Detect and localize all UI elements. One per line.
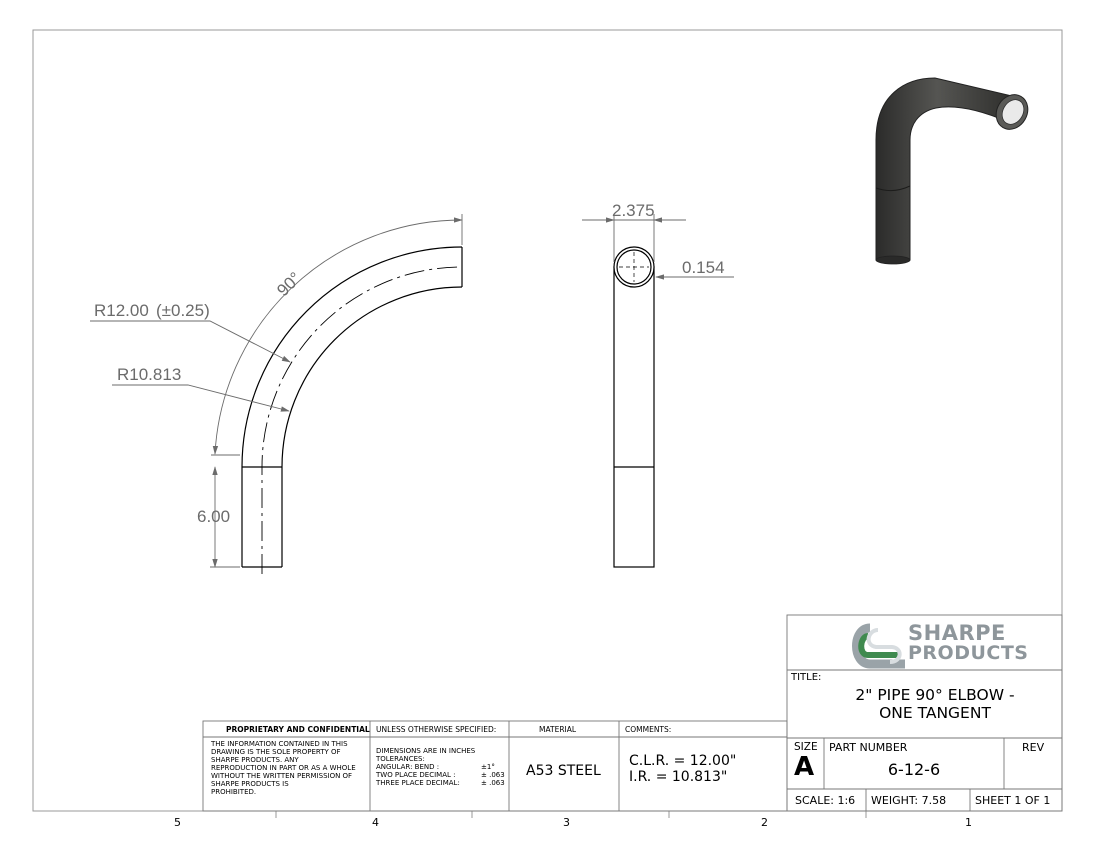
tolerance-row [376,771,508,779]
part-number-value: 6-12-6 [887,760,941,779]
proprietary-line: DRAWING IS THE SOLE PROPERTY OF [211,748,341,756]
front-view-elbow [242,247,462,574]
sheet-value: SHEET 1 OF 1 [975,794,1051,807]
proprietary-line: SHARPE PRODUCTS. ANY [211,756,299,764]
tolerance-row [376,755,508,763]
side-view [614,247,654,567]
isometric-pipe-render [876,78,1034,264]
comment-line: I.R. = 10.813" [629,769,728,785]
tolerance-label: THREE PLACE DECIMAL: [376,779,460,787]
front-view-dimensions [90,214,462,567]
unless-heading: UNLESS OTHERWISE SPECIFIED: [376,725,497,734]
drawing-title [808,686,1062,722]
proprietary-line: WITHOUT THE WRITTEN PERMISSION OF [211,772,353,780]
title-line: ONE TANGENT [879,704,991,722]
proprietary-line: THE INFORMATION CONTAINED IN THIS [211,740,348,748]
scale-value: SCALE: 1:6 [795,794,856,807]
proprietary-line: PROHIBITED. [211,788,257,796]
tolerance-value: ± .063 [481,771,505,779]
comments-text [629,753,736,785]
zone-ticks [276,811,866,818]
tolerance-row [376,747,508,755]
title-line: 2" PIPE 90° ELBOW - [855,686,1015,704]
rev-label: REV [1022,741,1045,754]
material-heading: MATERIAL [539,725,577,734]
tolerance-label: TWO PLACE DECIMAL : [376,771,456,779]
proprietary-line: REPRODUCTION IN PART OR AS A WHOLE [211,764,356,772]
wall-text: 0.154 [682,258,725,277]
proprietary-line: SHARPE PRODUCTS IS [211,780,289,788]
zone-label-1: 1 [965,816,972,829]
inner-wall-line [282,287,462,567]
zone-label-2: 2 [761,816,768,829]
part-number-label: PART NUMBER [829,741,908,754]
tolerance-value: ±1° [481,763,495,771]
proprietary-text [211,740,356,796]
weight-value: WEIGHT: 7.58 [871,794,947,807]
radius-outer-tolerance: (±0.25) [156,301,210,320]
radius-outer-leader [90,321,290,362]
comments-heading: COMMENTS: [625,725,672,734]
tolerance-label: TOLERANCES: [376,755,425,763]
tangent-dimension-text: 6.00 [197,507,231,526]
tolerance-row [376,763,508,771]
tolerance-label: ANGULAR: BEND : [376,763,440,771]
company-logo-text [908,623,1029,663]
radius-inner-text: R10.813 [117,365,182,384]
zone-label-4: 4 [372,816,379,829]
size-label: SIZE [794,741,818,753]
sharpe-logo-mark [857,628,906,664]
title-label: TITLE: [791,672,822,683]
tolerance-row [376,779,508,787]
centerline [262,267,462,574]
zone-label-5: 5 [174,816,181,829]
angle-dimension-arc [215,220,462,454]
size-value: A [794,752,815,782]
angle-dimension-text: 90° [273,268,305,301]
tolerance-value: ± .063 [481,779,505,787]
material-value: A53 STEEL [526,763,601,779]
logo-line: SHARPE [908,621,1006,645]
radius-inner-leader [112,385,289,411]
radius-outer-text: R12.00 [94,301,149,320]
tolerance-block [376,747,508,787]
logo-line: PRODUCTS [908,642,1029,664]
zone-label-3: 3 [563,816,570,829]
proprietary-heading: PROPRIETARY AND CONFIDENTIAL [226,725,370,734]
comment-line: C.L.R. = 12.00" [629,753,737,769]
diameter-text: 2.375 [612,201,655,220]
tolerance-label: DIMENSIONS ARE IN INCHES [376,747,476,755]
